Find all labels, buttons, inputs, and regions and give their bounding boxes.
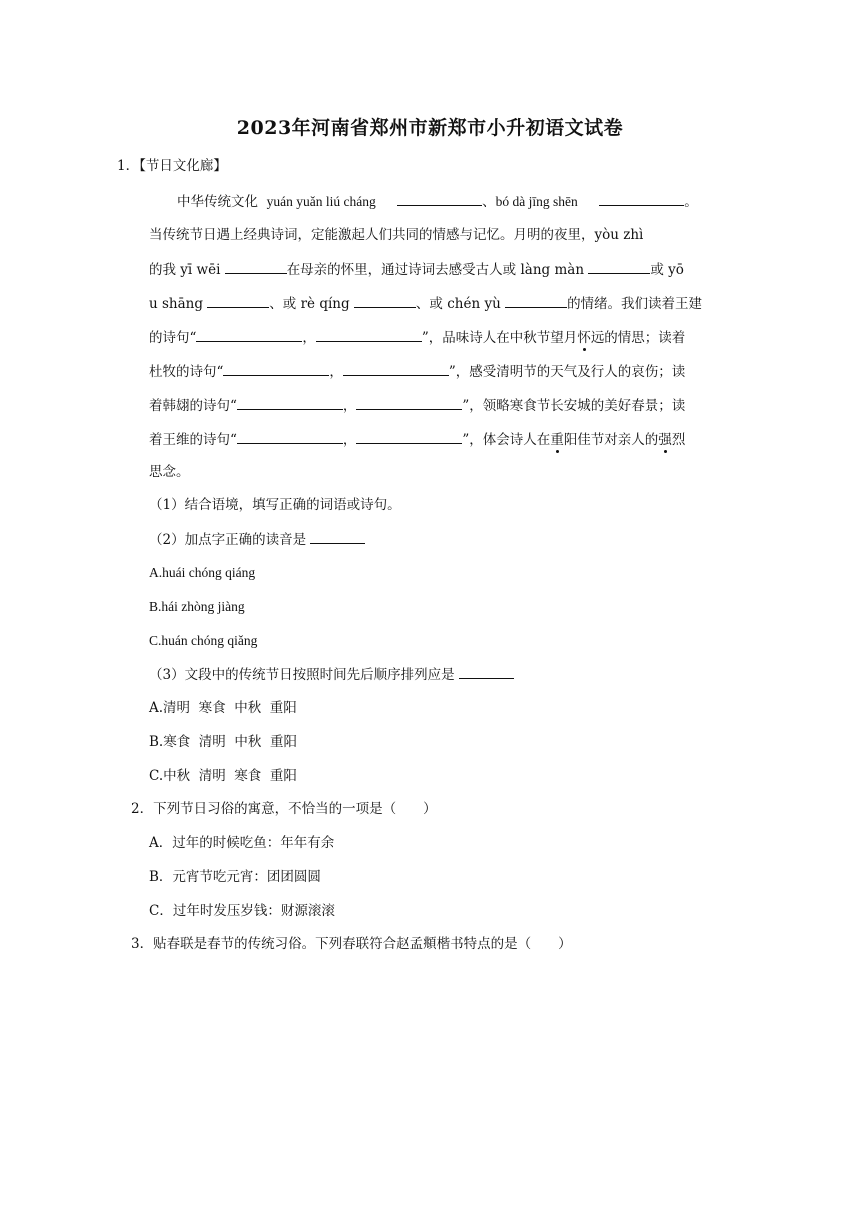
fill-blank[interactable]: [599, 191, 684, 206]
fill-blank[interactable]: [237, 429, 343, 444]
paragraph-line-6: [149, 361, 685, 382]
dotted-char: 重: [550, 432, 564, 448]
fill-blank[interactable]: [354, 293, 416, 308]
option-a[interactable]: A.huái chóng qiáng: [149, 565, 256, 580]
text: 阳佳节对亲人的: [563, 432, 659, 448]
paragraph-line-7: [149, 395, 685, 416]
pinyin: yuán yuǎn liú cháng: [266, 194, 376, 209]
text: ”，品味诗人在中秋节望月: [421, 330, 578, 346]
paragraph-line-2: 当传统节日遇上经典诗词，定能激起人们共同的情感与记忆。月明的夜里，yòu zhì: [149, 227, 644, 243]
text: 、: [482, 194, 496, 210]
question-number: 3．: [131, 936, 154, 952]
question-3: [131, 934, 572, 954]
sub-question-3: [149, 664, 514, 685]
fill-blank[interactable]: [356, 395, 462, 410]
option-a[interactable]: A.清明 寒食 中秋 重阳: [149, 700, 297, 716]
text: ”，感受清明节的天气及行人的哀伤；读: [448, 364, 686, 380]
text: ，: [342, 432, 357, 448]
text: ，: [342, 398, 357, 414]
dotted-char: 怀: [577, 330, 591, 346]
text: 的我 yī wēi: [149, 262, 221, 278]
fill-blank[interactable]: [196, 327, 302, 342]
exam-title: 2023年河南省郑州市新郑市小升初语文试卷: [236, 117, 624, 139]
text: （2）加点字正确的读音是: [149, 532, 307, 548]
fill-blank[interactable]: [588, 259, 650, 274]
fill-blank[interactable]: [225, 259, 287, 274]
text: 远的情思；读着: [590, 330, 686, 346]
text: 、或 rè qíng: [269, 296, 350, 312]
text: 或 yō: [650, 262, 684, 278]
sub-question-1: （1）结合语境，填写正确的词语或诗句。: [149, 497, 401, 513]
fill-blank[interactable]: [207, 293, 269, 308]
text: 中华传统文化: [177, 194, 258, 210]
pinyin: bó dà jīng shēn: [495, 194, 578, 209]
question-1-heading: [117, 156, 227, 176]
question-number: 1．: [117, 158, 140, 174]
question-number: 2．: [131, 801, 154, 817]
answer-blank[interactable]: [459, 664, 514, 679]
text: u shāng: [149, 296, 203, 312]
fill-blank[interactable]: [237, 395, 343, 410]
answer-blank[interactable]: [310, 529, 365, 544]
sub-question-2: [149, 529, 365, 550]
question-2: [131, 799, 437, 819]
question-text: 下列节日习俗的寓意，不恰当的一项是（ ）: [153, 801, 437, 817]
paragraph-line-5: [149, 327, 685, 348]
text: 、或 chén yù: [415, 296, 501, 312]
question-text: 贴春联是春节的传统习俗。下列春联符合赵孟頫楷书特点的是（ ）: [153, 936, 572, 952]
fill-blank[interactable]: [356, 429, 462, 444]
text: 着王维的诗句“: [149, 432, 237, 448]
option-c[interactable]: C.中秋 清明 寒食 重阳: [149, 768, 297, 784]
text: ，: [302, 330, 316, 346]
text: ，: [329, 364, 343, 380]
paragraph-line-9: 思念。: [149, 464, 190, 480]
text: 。: [684, 194, 698, 210]
paragraph-line-8: [149, 429, 685, 450]
dotted-char: 强: [658, 432, 672, 448]
text: 杜牧的诗句“: [149, 364, 224, 380]
option-b[interactable]: B.寒食 清明 中秋 重阳: [149, 734, 297, 750]
text: ”，体会诗人在: [462, 432, 551, 448]
paragraph-line-3: [149, 259, 684, 280]
text: ”，领略寒食节长安城的美好春景；读: [462, 398, 686, 414]
section-heading: 【节日文化廊】: [139, 158, 227, 174]
fill-blank[interactable]: [343, 361, 449, 376]
text: 烈: [671, 432, 686, 448]
fill-blank[interactable]: [223, 361, 329, 376]
fill-blank[interactable]: [316, 327, 422, 342]
fill-blank[interactable]: [397, 191, 482, 206]
text: （3）文段中的传统节日按照时间先后顺序排列应是: [149, 667, 455, 683]
fill-blank[interactable]: [505, 293, 567, 308]
option-c[interactable]: C．过年时发压岁钱：财源滚滚: [149, 903, 335, 919]
text: 在母亲的怀里，通过诗词去感受古人或 làng màn: [286, 262, 585, 278]
paragraph-line-4: [149, 293, 702, 314]
text: 的情绪。我们读着王建: [567, 296, 703, 312]
option-a[interactable]: A．过年的时候吃鱼：年年有余: [149, 835, 335, 851]
option-b[interactable]: B.hái zhòng jiàng: [149, 599, 245, 614]
text: 的诗句“: [149, 330, 197, 346]
text: 着韩翃的诗句“: [149, 398, 237, 414]
option-b[interactable]: B．元宵节吃元宵：团团圆圆: [149, 869, 321, 885]
option-c[interactable]: C.huán chóng qiǎng: [149, 633, 258, 648]
paragraph-line-1: [177, 191, 698, 212]
